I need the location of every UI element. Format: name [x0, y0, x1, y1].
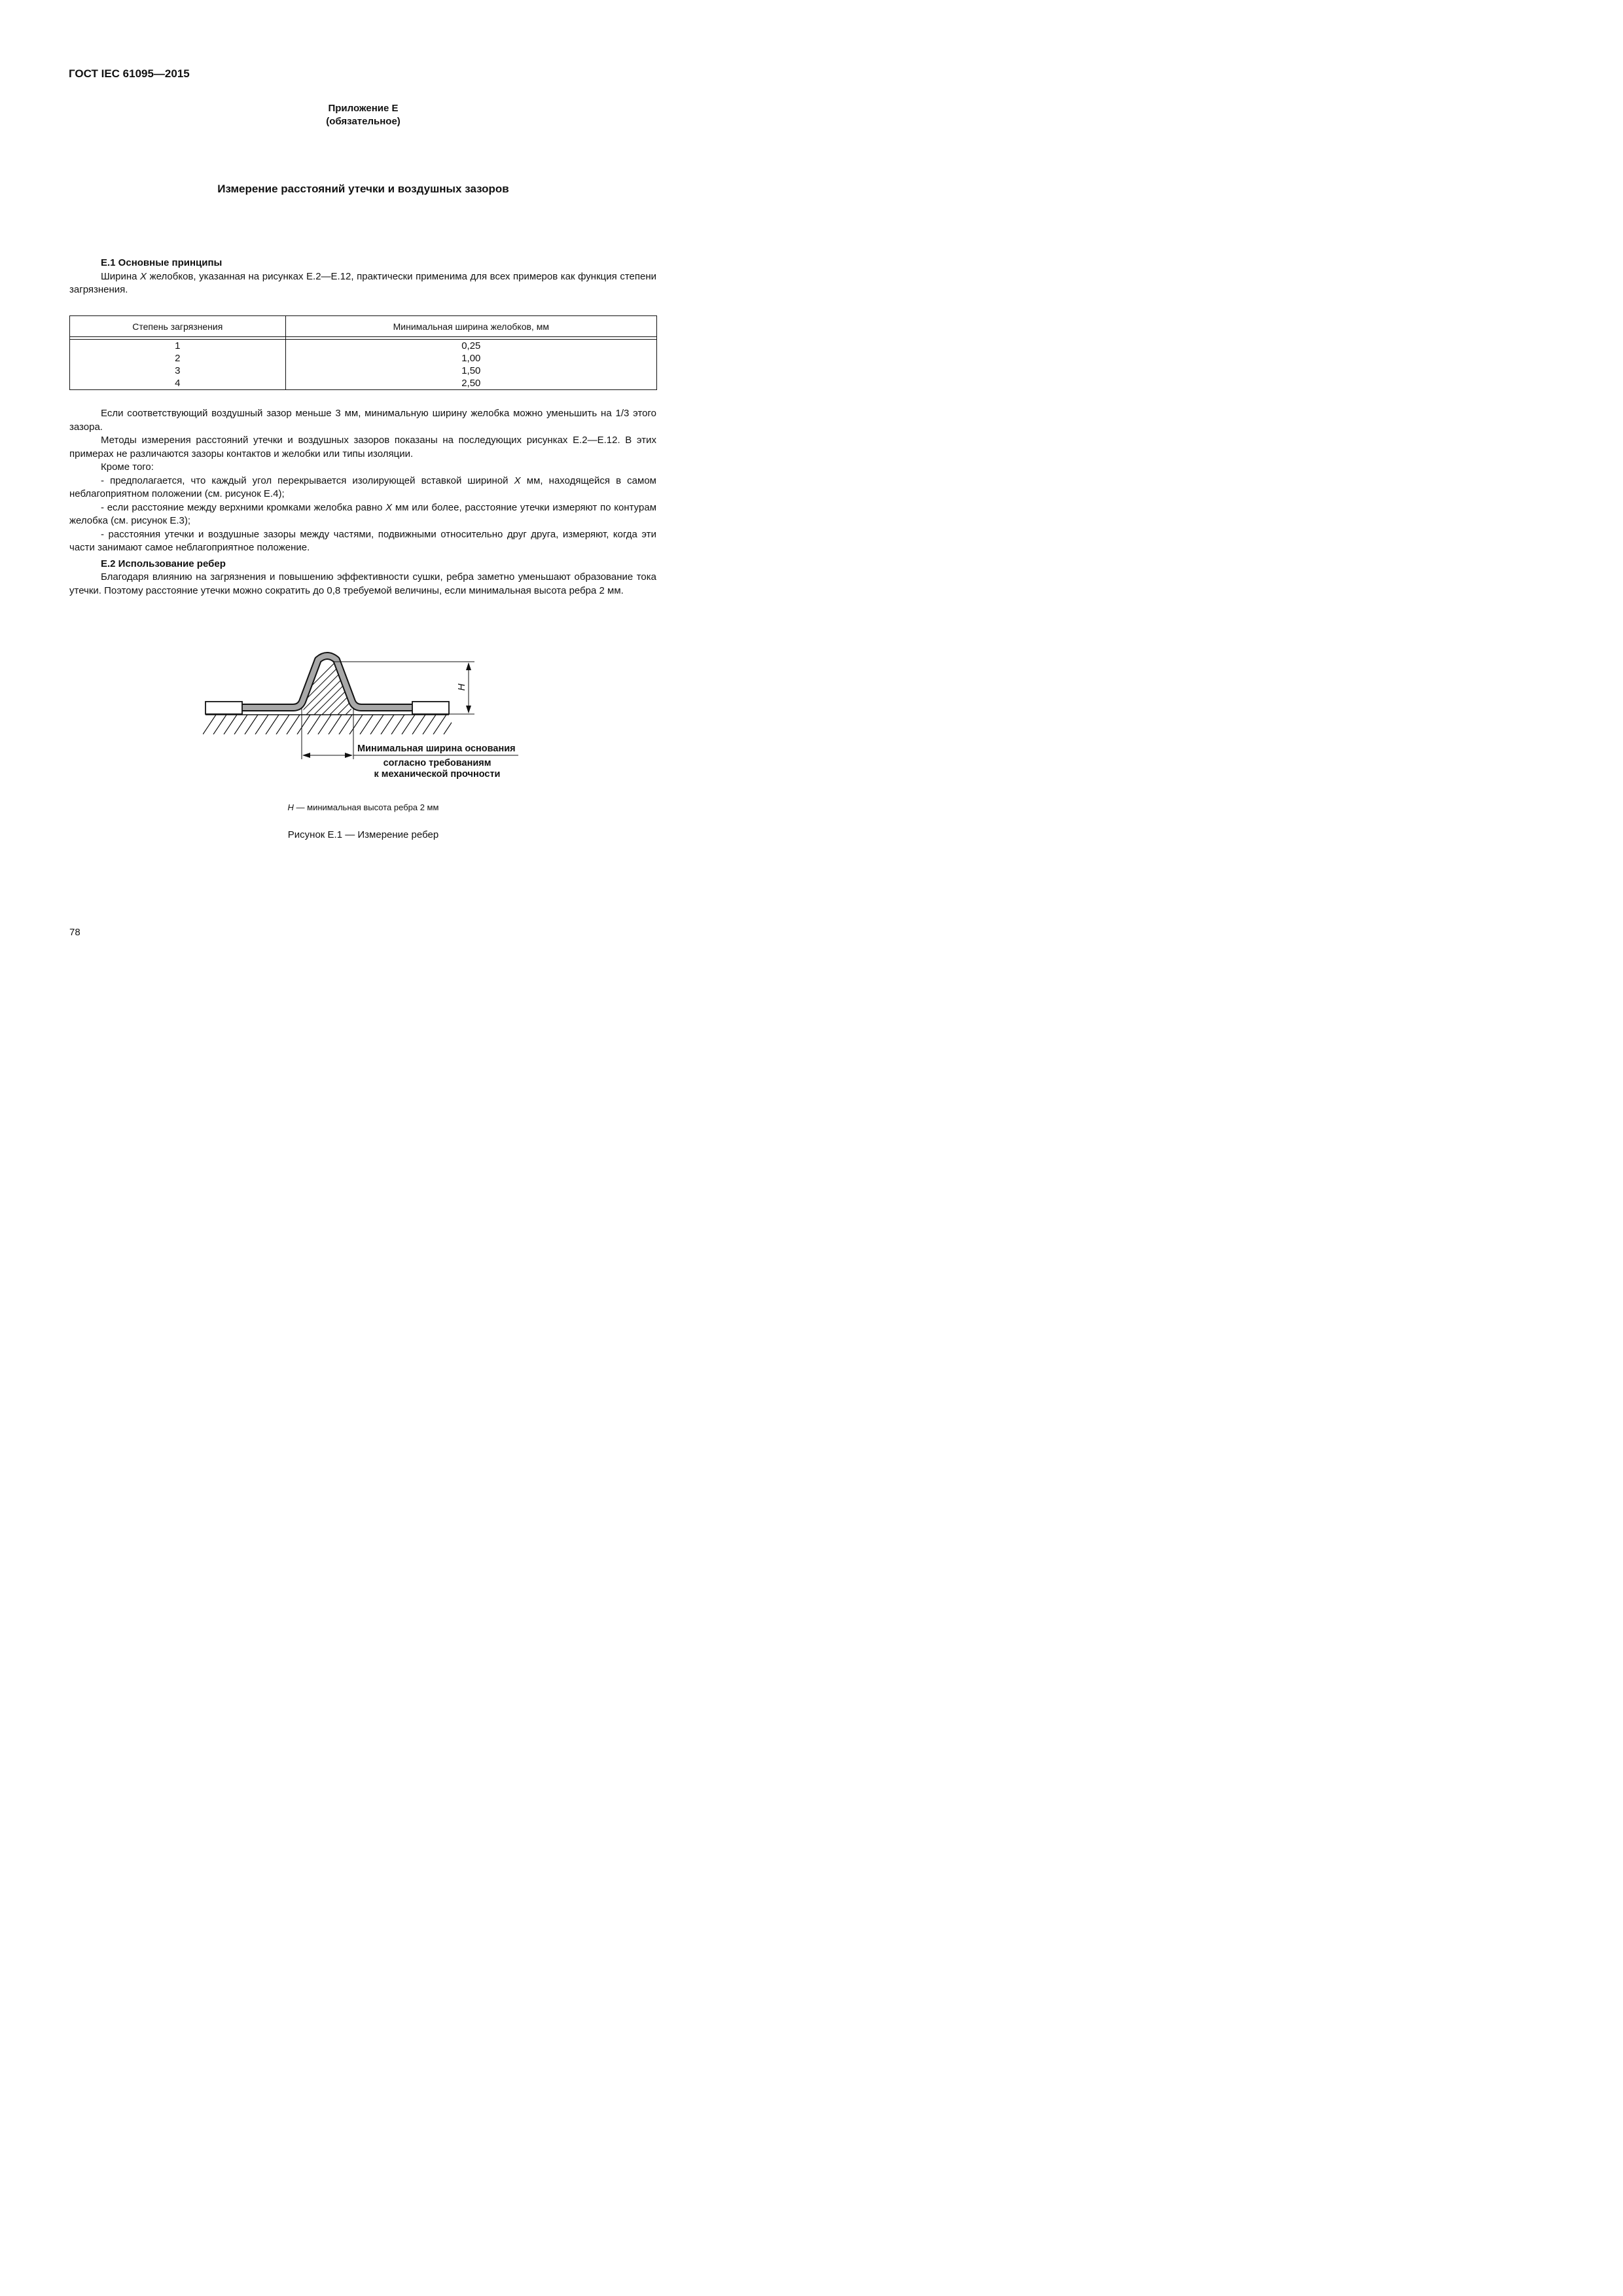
- arrow-left-icon: [302, 753, 310, 758]
- rib-measurement-figure: [196, 647, 537, 787]
- section-e2-text: Благодаря влиянию на загрязнения и повышению эффективности сушки, ребра заметно уменьшают образование тока утечки. Поэтому расстояние утечки можно сократить до 0,8 требуемой величины, если минимальная высота ребра 2 мм.: [69, 571, 656, 596]
- section-e1-heading: Е.1 Основные принципы: [101, 257, 223, 268]
- list-variable: X: [385, 501, 393, 513]
- height-label: H: [456, 683, 467, 691]
- table-value: 0,25: [461, 340, 481, 351]
- table-value: 4: [175, 378, 181, 389]
- table-cell-widths: [285, 340, 656, 390]
- list-text-start: - предполагается, что каждый угол перекрывается изолирующей вставкой шириной: [101, 475, 514, 486]
- ground-hatching: [203, 715, 457, 734]
- table-header-row: [70, 316, 657, 337]
- list-item: - расстояния утечки и воздушные зазоры между частями, подвижными относительно друг друга, измеряют, когда эти части занимают самое неблагоприятное положение.: [69, 528, 656, 553]
- table-value: 1: [175, 340, 181, 351]
- intro-text-start: Ширина: [101, 270, 141, 282]
- note-variable: H: [287, 802, 294, 812]
- figure-note: [0, 802, 721, 812]
- list-text-end: мм или более, расстояние утечки измеряют по контурам желобка (см. рисунок Е.3);: [69, 501, 657, 526]
- paragraph: Если соответствующий воздушный зазор меньше 3 мм, минимальную ширину желобка можно уменьшить на 1/3 этого зазора.: [69, 408, 656, 433]
- right-electrode: [412, 702, 449, 714]
- left-electrode: [205, 702, 242, 714]
- table-value: 2,50: [461, 378, 481, 389]
- base-label-line2: согласно требованиям: [383, 758, 491, 768]
- table-value: 3: [175, 365, 181, 376]
- section-e1-intro: [69, 270, 656, 297]
- creepage-path-outline: [242, 656, 412, 708]
- arrow-up-icon: [466, 662, 471, 670]
- list-text-end: мм, находящейся в самом неблагоприятном положении (см. рисунок Е.4);: [69, 475, 656, 499]
- table-row: [70, 340, 657, 390]
- creepage-path: [242, 656, 412, 708]
- page-number: 78: [69, 927, 80, 938]
- list-text-start: - если расстояние между верхними кромками желобка равно: [101, 501, 386, 513]
- section-e1-body: [69, 407, 656, 598]
- annex-heading: Измерение расстояний утечки и воздушных зазоров: [217, 183, 509, 195]
- document-code: ГОСТ IEC 61095—2015: [69, 67, 190, 80]
- arrow-right-icon: [345, 753, 353, 758]
- arrow-down-icon: [466, 706, 471, 713]
- section-e1: [69, 257, 656, 297]
- table-value: 2: [175, 353, 181, 364]
- note-text: — минимальная высота ребра 2 мм: [293, 802, 439, 812]
- annex-title: Приложение Е: [328, 103, 399, 114]
- base-label-line3: к механической прочности: [374, 769, 501, 780]
- table-header-degree: Степень загрязнения: [70, 316, 286, 337]
- paragraph: Методы измерения расстояний утечки и воздушных зазоров показаны на последующих рисунках Е.2—Е.12. В этих примерах не различаются зазоры контактов и желобки или типы изоляции.: [69, 435, 656, 459]
- figure-caption: Рисунок Е.1 — Измерение ребер: [287, 829, 439, 840]
- table-header-width: Минимальная ширина желобков, мм: [285, 316, 656, 337]
- intro-variable: X: [140, 270, 147, 282]
- annex-status: (обязательное): [326, 116, 401, 127]
- document-page: [0, 0, 721, 1020]
- base-label-line1: Минимальная ширина основания: [357, 744, 516, 754]
- pollution-degree-table: [69, 315, 657, 390]
- section-e2-heading: Е.2 Использование ребер: [101, 558, 226, 569]
- paragraph: Кроме того:: [101, 461, 154, 473]
- table-value: 1,00: [461, 353, 481, 364]
- table-value: 1,50: [461, 365, 481, 376]
- list-item: [69, 475, 656, 501]
- list-item: [69, 501, 656, 528]
- intro-text-end: желобков, указанная на рисунках Е.2—Е.12, практически применима для всех примеров как функция степени загрязнения.: [69, 270, 656, 295]
- table-cell-degrees: [70, 340, 286, 390]
- list-variable: X: [514, 475, 521, 486]
